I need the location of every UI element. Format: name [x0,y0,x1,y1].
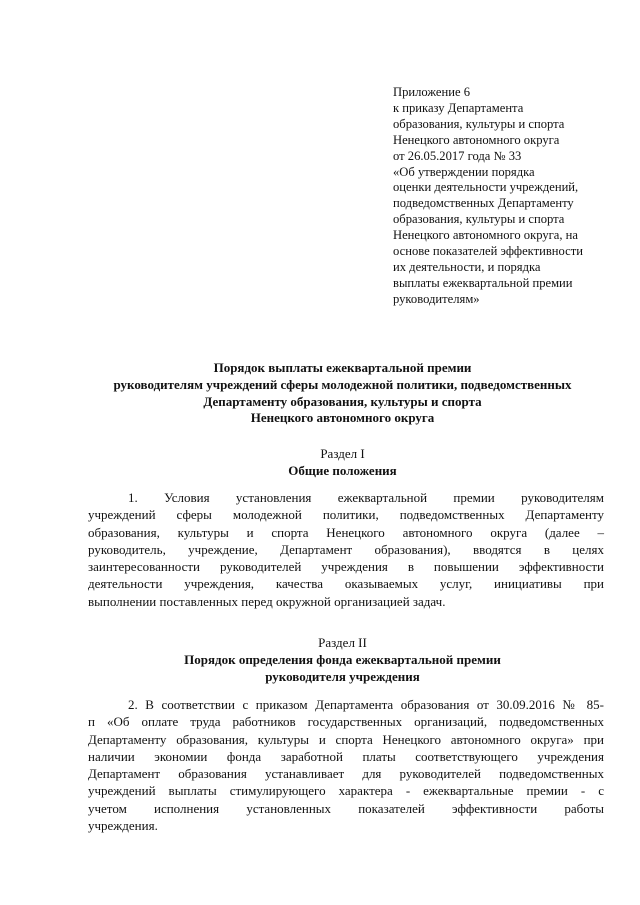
appendix-line: выплаты ежеквартальной премии [393,275,573,290]
appendix-line: Ненецкого автономного округа, на [393,228,579,243]
paragraph-line: учреждения. [88,818,158,834]
paragraph-line: Департаменту образования, культуры и спорта Ненецкого автономного округа» при [88,731,604,747]
appendix-line: основе показателей эффективности [393,244,583,259]
appendix-line: от 26.05.2017 года № 33 [393,148,522,163]
section-2-title-line: Порядок определения фонда ежеквартальной премии [184,652,501,667]
section-1-number: Раздел I [320,446,365,461]
appendix-line: Ненецкого автономного округа [393,132,560,147]
paragraph-line: выполнении поставленных перед окружной организацией задач. [88,593,446,609]
appendix-line: образования, культуры и спорта [393,116,565,131]
section-1-heading [80,445,605,479]
appendix-line: «Об утверждении порядка [393,164,535,179]
paragraph-line: п «Об оплате труда работников государственных организаций, подведомственных [88,714,604,730]
title-line: Департаменту образования, культуры и спорта [203,393,482,409]
paragraph-line: учреждений выплаты стимулирующего характера - ежеквартальные премии - с [88,783,604,799]
paragraph-line: образования, культуры и спорта Ненецкого автономного округа (далее – [88,524,604,540]
title-line: руководителям учреждений сферы молодежной политики, подведомственных [113,376,572,392]
section-2-paragraph [88,696,604,834]
title-line: Порядок выплаты ежеквартальной премии [213,360,472,375]
section-2-number: Раздел II [318,635,367,650]
appendix-line: подведомственных Департаменту [393,196,574,211]
paragraph-line: деятельности учреждения, качества оказываемых услуг, инициативы при [88,576,604,592]
paragraph-line: наличии экономии фонда заработной платы соответствующего учреждения [88,748,604,764]
paragraph-line: Департамент образования устанавливает для руководителей подведомственных [88,766,604,782]
appendix-line: руководителям» [393,291,480,306]
section-1-paragraph [88,489,604,610]
paragraph-line: 1. Условия установления ежеквартальной премии руководителям [128,490,604,505]
paragraph-line: учреждений сферы молодежной политики, подведомственных Департаменту [88,507,604,523]
title-line: Ненецкого автономного округа [250,410,435,426]
paragraph-line: заинтересованности руководителей учреждения в повышении эффективности [88,559,604,575]
paragraph-line: 2. В соответствии с приказом Департамента образования от 30.09.2016 № 85- [128,697,604,712]
appendix-line: к приказу Департамента [393,100,524,115]
paragraph-line: учетом исполнения установленных показателей эффективности работы [88,800,604,816]
section-2-title-line: руководителя учреждения [265,669,420,684]
section-1-title: Общие положения [288,463,397,478]
appendix-line: оценки деятельности учреждений, [393,180,579,195]
paragraph-line: руководитель, учреждение, Департамент образования), вводятся в целях [88,541,604,557]
section-2-heading [80,634,605,685]
appendix-header [393,85,608,308]
appendix-line: Приложение 6 [393,85,471,99]
appendix-line: образования, культуры и спорта [393,212,565,227]
document-title [80,360,605,427]
appendix-line: их деятельности, и порядка [393,259,541,274]
